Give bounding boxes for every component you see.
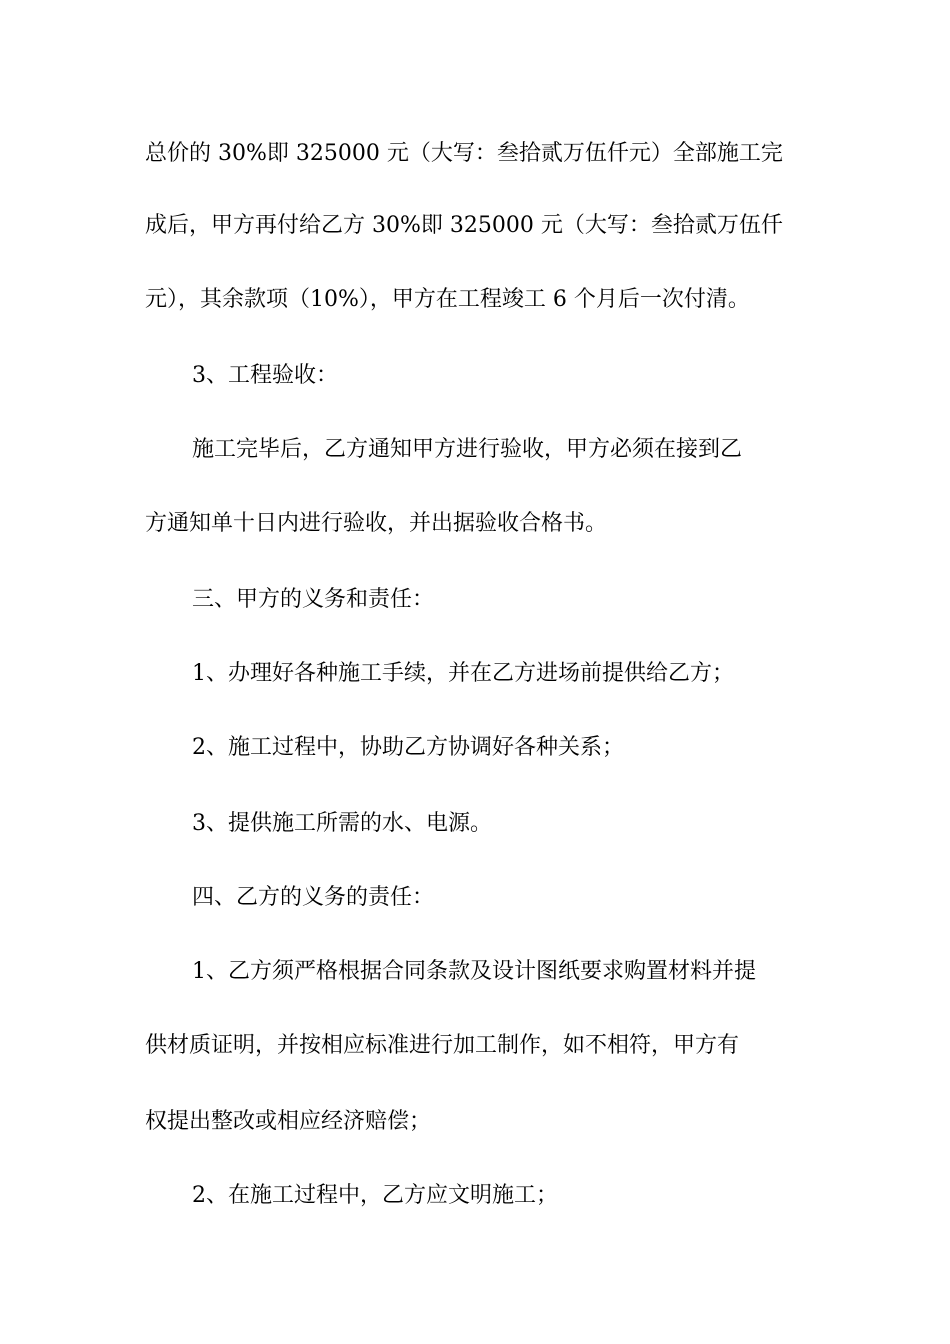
party-a-item-2: 2、施工过程中，协助乙方协调好各种关系； [192, 735, 624, 760]
section-heading-acceptance: 3、工程验收： [192, 363, 338, 388]
party-b-item-1-line-1: 1、乙方须严格根据合同条款及设计图纸要求购置材料并提 [192, 959, 756, 984]
section-heading-party-b: 四、乙方的义务的责任： [192, 885, 435, 910]
acceptance-text-line-2: 方通知单十日内进行验收，并出据验收合格书。 [145, 511, 608, 536]
party-b-item-2: 2、在施工过程中，乙方应文明施工； [192, 1183, 558, 1208]
party-b-item-1-line-2: 供材质证明，并按相应标准进行加工制作，如不相符，甲方有 [145, 1033, 740, 1058]
acceptance-text-line-1: 施工完毕后，乙方通知甲方进行验收，甲方必须在接到乙 [192, 437, 743, 462]
payment-text-line-3: 元），其余款项（10%），甲方在工程竣工 6 个月后一次付清。 [145, 287, 750, 312]
party-a-item-1: 1、办理好各种施工手续，并在乙方进场前提供给乙方； [192, 661, 734, 686]
payment-text-line-2: 成后，甲方再付给乙方 30%即 325000 元（大写：叁拾贰万伍仟 [145, 213, 783, 238]
party-a-item-3: 3、提供施工所需的水、电源。 [192, 811, 492, 836]
section-heading-party-a: 三、甲方的义务和责任： [192, 587, 435, 612]
payment-text-line-1: 总价的 30%即 325000 元（大写：叁拾贰万伍仟元）全部施工完 [145, 141, 783, 166]
party-b-item-1-line-3: 权提出整改或相应经济赔偿； [145, 1109, 432, 1134]
